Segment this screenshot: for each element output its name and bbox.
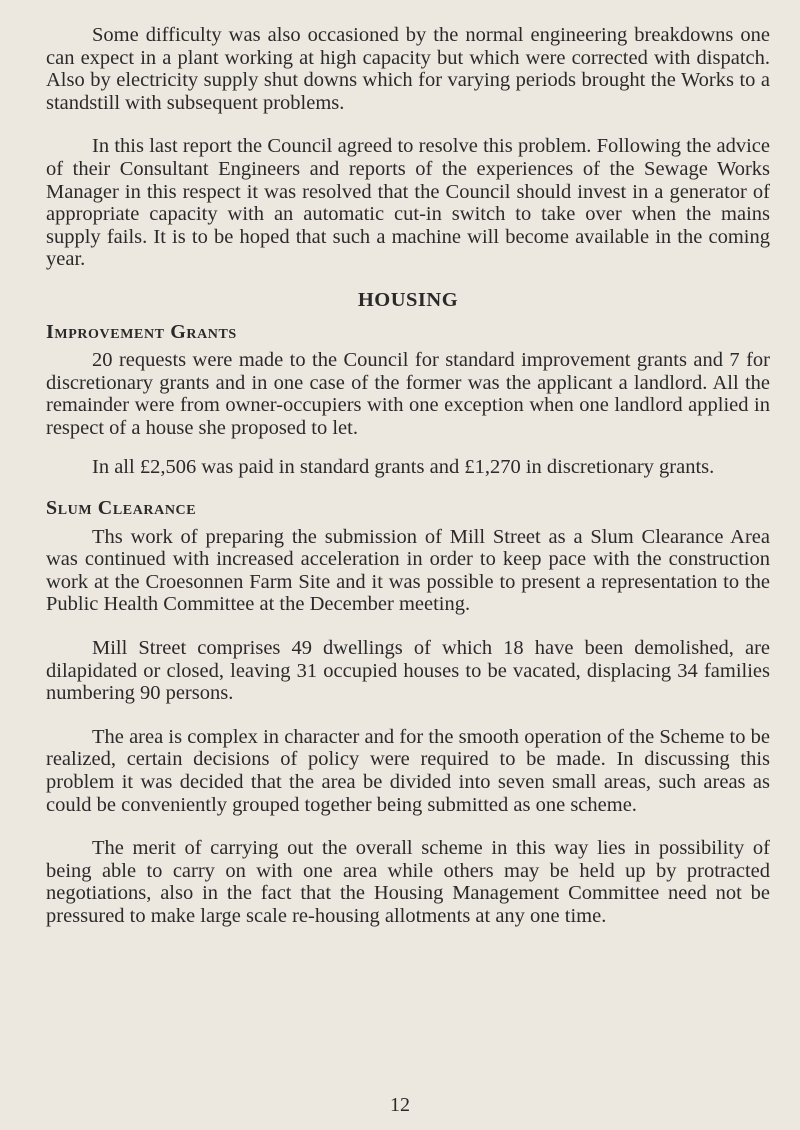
section-heading-housing: HOUSING bbox=[357, 288, 459, 311]
slum-clearance-paragraph-4: The merit of carrying out the overall scheme in this way lies in possibility of being able to carry on with one area while others may be held up by protracted negotiations, also in the fact that the Housing Management Committee need not be pressured to make large scale re-housing allotments at any one time. bbox=[46, 837, 770, 927]
improvement-grants-paragraph-2: In all £2,506 was paid in standard grants and £1,270 in discretionary grants. bbox=[92, 455, 715, 478]
slum-clearance-paragraph-3: The area is complex in character and for the smooth operation of the Scheme to be realized, certain decisions of policy were required to be made. In discussing this problem it was decided that the area be divided into seven small areas, such areas as could be conveniently grouped together being submitted as one scheme. bbox=[46, 725, 770, 816]
intro-paragraph-2: In this last report the Council agreed to resolve this problem. Following the advice of their Consultant Engineers and reports of the experiences of the Sewage Works Manager in this respect it was resolved that the Council should invest in a generator of appropriate capacity with an automatic cut-in switch to take over when the mains supply fails. It is to be hoped that such a machine will become available in the coming year. bbox=[46, 135, 770, 271]
subheading-improvement-grants: Improvement Grants bbox=[46, 320, 237, 343]
intro-paragraph-1: Some difficulty was also occasioned by the normal engineering breakdowns one can expect in a plant working at high capacity but which were corrected with dispatch. Also by electricity supply shut downs which for varying periods brought the Works to a standstill with subsequent problems. bbox=[46, 24, 770, 114]
slum-clearance-paragraph-1: Ths work of preparing the submission of Mill Street as a Slum Clearance Area was continued with increased acceleration in order to keep pace with the construction work at the Croesonnen Farm Site and it was possible to present a representation to the Public Health Committee at the December meeting. bbox=[46, 525, 770, 616]
page-number: 12 bbox=[390, 1094, 410, 1116]
improvement-grants-paragraph-1: 20 requests were made to the Council for standard improvement grants and 7 for discretionary grants and in one case of the former was the applicant a landlord. All the remainder were from owner-occupiers with one exception when one landlord applied in respect of a house she proposed to let. bbox=[46, 349, 770, 439]
document-page bbox=[46, 24, 770, 928]
subheading-slum-clearance: Slum Clearance bbox=[46, 497, 197, 520]
slum-clearance-paragraph-2: Mill Street comprises 49 dwellings of which 18 have been demolished, are dilapidated or closed, leaving 31 occupied houses to be vacated, displacing 34 families numbering 90 persons. bbox=[46, 637, 770, 705]
